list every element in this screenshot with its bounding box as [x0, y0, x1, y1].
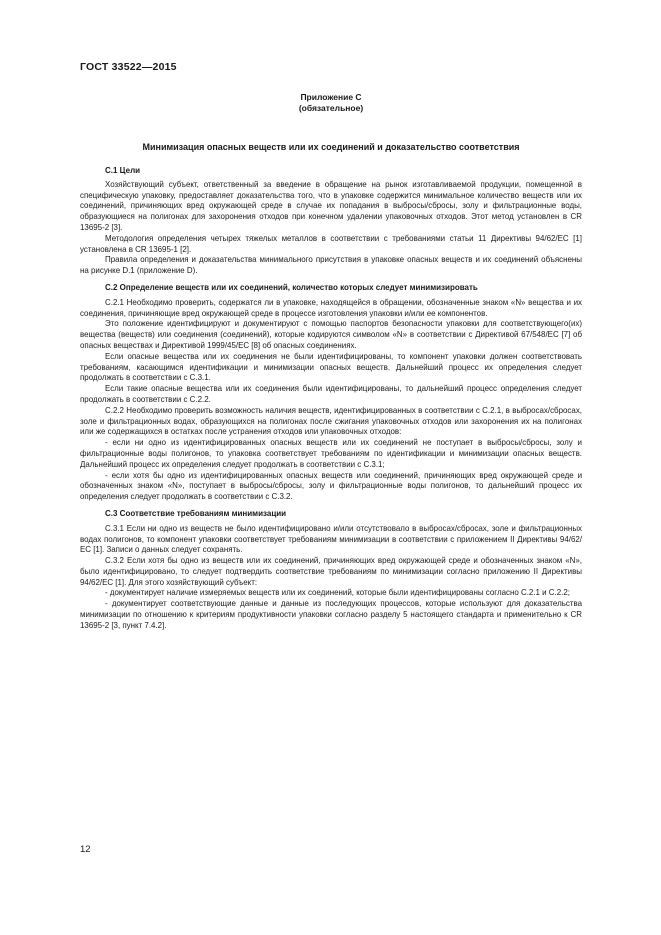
document-body [80, 166, 582, 632]
list-item: - если ни одно из идентифицированных опасных веществ или их соединений не поступает в выбросы/сбросы, золу и фильтрационные воды полигонов, то упаковка соответствует требованиям по идентификации и минимизации опасных веществ. Дальнейший процесс их определения следует продолжать в соответствии с С.3.1; [80, 438, 582, 469]
paragraph: Если такие опасные вещества или их соединения были идентифицированы, то дальнейший процесс определения следует продолжать в соответствии с С.2.2. [80, 384, 582, 404]
list-item: - если хотя бы одно из идентифицированных опасных веществ или соединений, причиняющих вред окружающей среде и обозначенных знаком «N», поступает в выбросы/сбросы, золу и фильтрационные воды полигонов, то дальнейший процесс их определения следует продолжать в соответствии с С.3.2. [80, 470, 582, 502]
paragraph: С.3.1 Если ни одно из веществ не было идентифицировано и/или отсутствовало в выбросах/сбросах, золе и фильтрационных водах полигонов, то компонент упаковки соответствует требованиям минимизации в соответствии с приложением II Директивы 94/62/ЕС [1]. Записи о данных следует сохранять. [80, 523, 582, 555]
paragraph: Методология определения четырех тяжелых металлов в соответствии с требованиями статьи 11 Директивы 94/62/ЕС [1] установлена в CR 13695-1 [2]. [80, 233, 582, 254]
paragraph: С.2.1 Необходимо проверить, содержатся ли в упаковке, находящейся в обращении, обозначенные знаком «N» вещества и их соединения, причиняющие вред окружающей среде в процессе изготовления упаковки и/или ее компонентов. [80, 297, 582, 318]
paragraph: Это положение идентифицируют и документируют с помощью паспортов безопасности упаковки для соответствующего(их) вещества (веществ) или соединения (соединений), которые кодируются символом «N» в соответствии с Директивой 67/548/ЕС [7] об опасных веществах и Директивой 1999/45/ЕС [8] об опасных соединениях. [80, 319, 582, 350]
list-item: - документирует соответствующие данные и данные из последующих процессов, которые используют для доказательства минимизации по отношению к критериям продуктивности упаковки согласно разделу 5 настоящего стандарта и применительно к CR 13695-2 [3, пункт 7.4.2]. [80, 599, 582, 630]
section-heading-c2: С.2 Определение веществ или их соединений, количество которых следует минимизировать [105, 282, 478, 292]
annex-header [80, 92, 582, 114]
paragraph: Хозяйствующий субъект, ответственный за введение в обращение на рынок изготавливаемой продукции, помещенной в специфическую упаковку, предоставляет доказательства того, что в упаковке содержится минимальное количество веществ или их соединений, причиняющих вред окружающей среде в случае их попадания в выбросы/сбросы, золу и фильтрационные воды, образующиеся на полигонах для захоронения отходов при конечном удалении упаковочных отходов. Этот метод установлен в CR 13695-2 [3]. [80, 179, 582, 232]
page-number: 12 [80, 844, 91, 855]
annex-label: Приложение С [300, 92, 362, 102]
paragraph: С.2.2 Необходимо проверить возможность наличия веществ, идентифицированных в соответствии с С.2.1, в выбросах/сбросах, золе и фильтрационных водах, образующихся на полигонах после сжигания упаковочных отходов или захоронения их на полигонах или же содержащихся в остатках после устранения отходов или упаковочных отходов: [80, 405, 582, 437]
list-item: - документирует наличие измеряемых веществ или их соединений, которые были идентифицированы согласно С.2.1 и С.2.2; [105, 588, 570, 598]
paragraph: Если опасные вещества или их соединения не были идентифицированы, то компонент упаковки должен соответствовать требованиям, касающимся идентификации и минимизации опасных веществ. Дальнейший процесс их определения следует продолжать в соответствии с С.3.1. [80, 351, 582, 383]
paragraph: С.3.2 Если хотя бы одно из веществ или их соединений, причиняющих вред окружающей среде и обозначенных знаком «N», было идентифицировано, то следует подтвердить соответствие требованиям по минимизации согласно приложению II Директивы 94/62/ЕС [1]. Для этого хозяйствующий субъект: [80, 556, 582, 587]
annex-title: Минимизация опасных веществ или их соединений и доказательство соответствия [142, 142, 520, 152]
annex-status: (обязательное) [298, 103, 364, 113]
section-heading-c3: С.3 Соответствие требованиям минимизации [105, 508, 287, 518]
paragraph: Правила определения и доказательства минимального присутствия в упаковке опасных веществ и их соединений объяснены на рисунке D.1 (приложение D). [80, 255, 582, 276]
standard-number: ГОСТ 33522—2015 [80, 61, 177, 73]
section-heading-c1: С.1 Цели [105, 166, 141, 175]
